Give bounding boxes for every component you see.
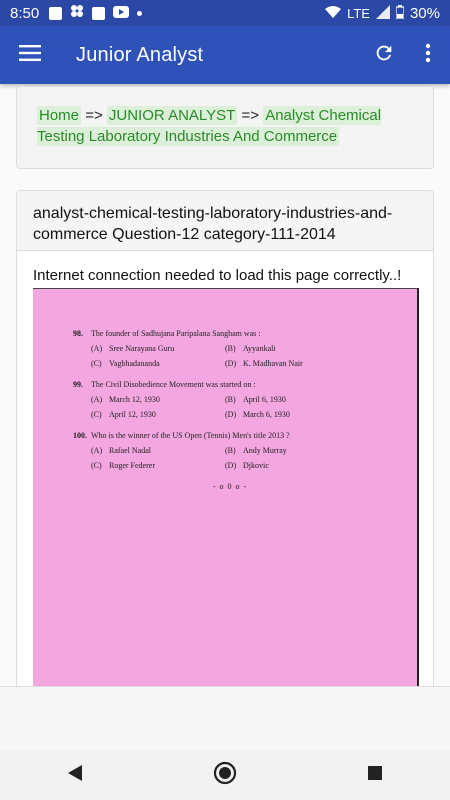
question-text: Who is the winner of the US Open (Tennis) Men's title 2013 ? [91, 431, 290, 440]
question-number: 98. [73, 329, 83, 338]
signal-icon [376, 5, 390, 22]
breadcrumb-current-link[interactable]: Analyst Chemical Testing Laboratory Industries And Commerce [37, 107, 382, 145]
message-notification-icon [92, 7, 105, 20]
more-options-button[interactable] [406, 26, 450, 84]
more-vert-icon [425, 43, 431, 68]
refresh-icon [373, 42, 395, 69]
battery-percent: 30% [409, 4, 440, 22]
option: (C) Vagbhadananda [91, 359, 160, 368]
notification-icons [49, 4, 142, 22]
home-button[interactable] [195, 750, 255, 800]
more-notifications-dot-icon [137, 11, 142, 16]
option: (A) March 12, 1930 [91, 395, 160, 404]
option: (B) Andy Murray [225, 446, 287, 455]
breadcrumb-junior-analyst-link[interactable]: JUNIOR ANALYST [108, 107, 236, 124]
question-number: 100. [73, 431, 87, 440]
app-bar [0, 26, 450, 84]
question-number: 99. [73, 380, 83, 389]
option: (B) Ayyankali [225, 344, 276, 353]
image-notification-icon [49, 7, 62, 20]
status-time: 8:50 [10, 4, 40, 22]
back-button[interactable] [45, 750, 105, 800]
question-header: analyst-chemical-testing-laboratory-industries-and-commerce Question-12 category-111-2014 [17, 191, 433, 251]
bottom-ad-area [0, 686, 450, 750]
option: (C) April 12, 1930 [91, 410, 156, 419]
question-card [16, 190, 434, 700]
refresh-button[interactable] [362, 26, 406, 84]
question-item [73, 380, 387, 419]
app-title: Junior Analyst [76, 43, 204, 66]
youtube-notification-icon [113, 5, 129, 22]
back-triangle-icon [67, 764, 83, 787]
question-item [73, 329, 387, 368]
wifi-icon [325, 5, 341, 22]
option: (D) K. Madhavan Nair [225, 359, 303, 368]
recents-square-icon [367, 765, 383, 786]
breadcrumb [16, 86, 434, 169]
option: (B) April 6, 1930 [225, 395, 286, 404]
option: (D) Djkovic [225, 461, 269, 470]
breadcrumb-separator: => [241, 107, 260, 124]
recents-button[interactable] [345, 750, 405, 800]
option: (A) Rafael Nadal [91, 446, 151, 455]
menu-button[interactable] [0, 26, 60, 84]
breadcrumb-home-link[interactable]: Home [39, 107, 80, 124]
connection-notice: Internet connection needed to load this page correctly..! [33, 267, 402, 284]
question-item [73, 431, 387, 470]
question-text: The founder of Sadhujana Paripalana Sangham was : [91, 329, 261, 338]
option: (C) Roger Federer [91, 461, 155, 470]
option: (D) March 6, 1930 [225, 410, 290, 419]
question-text: The Civil Disobedience Movement was started on : [91, 380, 256, 389]
app-notification-icon [70, 4, 84, 22]
home-circle-icon [213, 761, 237, 790]
breadcrumb-separator: => [85, 107, 103, 124]
hamburger-menu-icon [19, 45, 41, 66]
option: (A) Sree Narayana Guru [91, 344, 175, 353]
system-nav-bar [0, 750, 450, 800]
status-bar [0, 0, 450, 26]
question-paper-image [33, 288, 419, 688]
battery-icon [396, 5, 404, 22]
paper-end-mark: - o 0 o - [212, 482, 248, 491]
network-type: LTE [347, 5, 370, 21]
